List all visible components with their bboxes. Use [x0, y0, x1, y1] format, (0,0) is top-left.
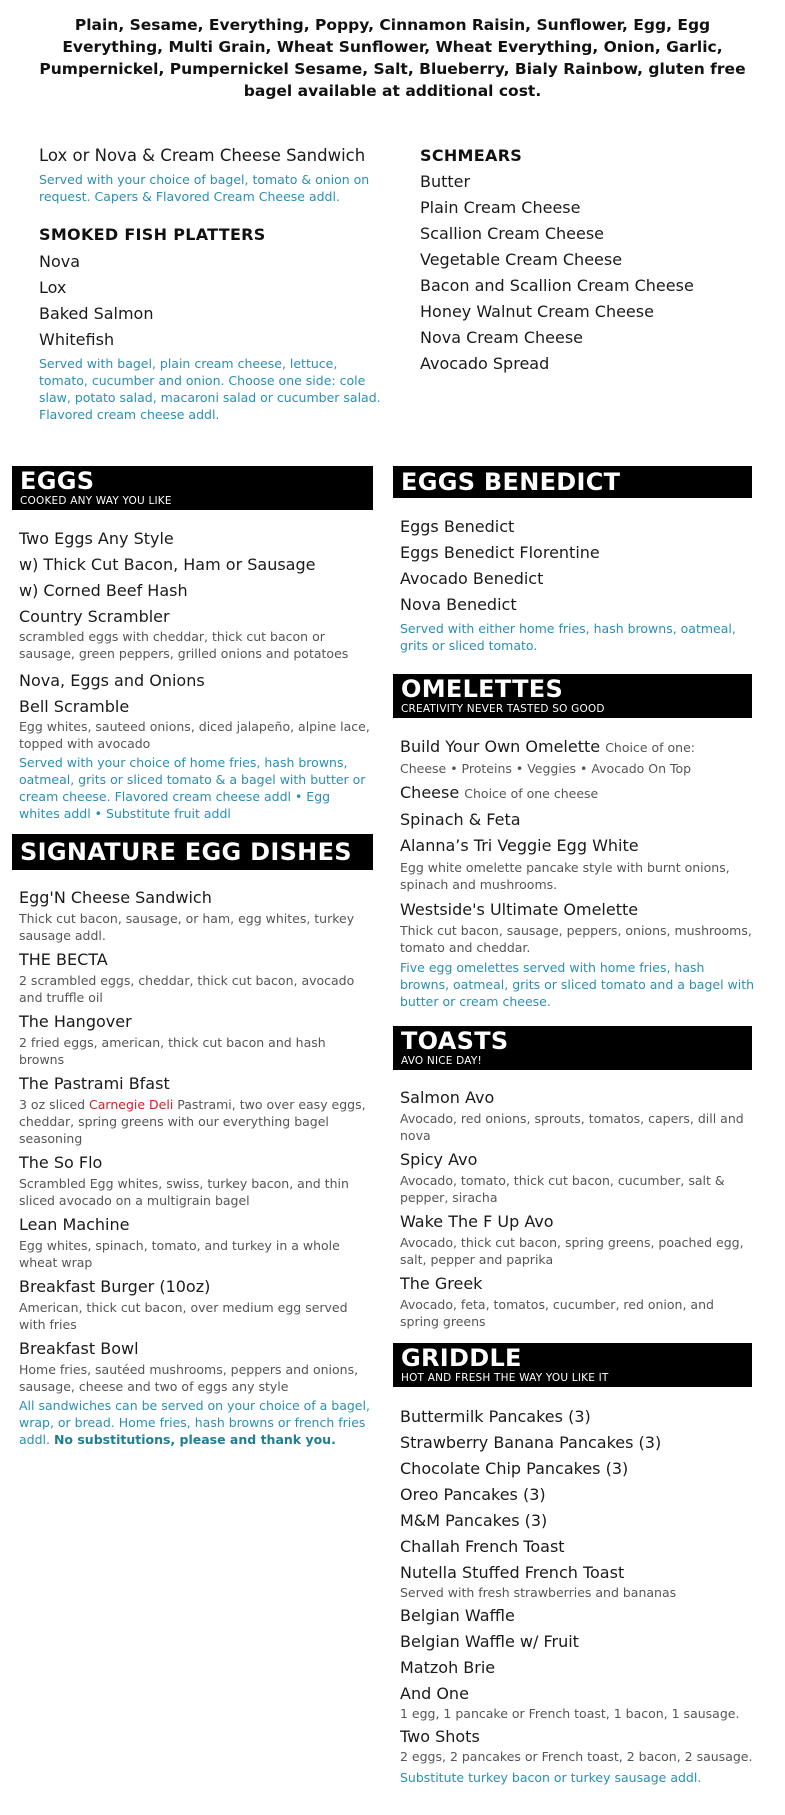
pastrami-desc-post: Pastrami, two over easy eggs, cheddar, spring greens with our everything bagel seasoning [19, 1097, 366, 1146]
schmear-item: Butter [420, 172, 471, 191]
schmear-item: Nova Cream Cheese [420, 328, 584, 347]
signature-item: Breakfast Bowl [19, 1339, 139, 1358]
toast-item: Spicy Avo [400, 1150, 478, 1169]
signature-note-bold: No substitutions, please and thank you. [53, 1432, 336, 1447]
omelette-item-desc: Egg white omelette pancake style with burnt onions, spinach and mushrooms. [400, 860, 730, 892]
toast-item-desc: Avocado, feta, tomatos, cucumber, red onion, and spring greens [400, 1297, 714, 1329]
signature-section [19, 888, 374, 1448]
omelettes-subtitle: CREATIVITY NEVER TASTED SO GOOD [401, 703, 605, 715]
signature-item: The Pastrami Bfast [19, 1074, 170, 1093]
smoked-fish-list [39, 249, 389, 353]
griddle-item-desc: 2 eggs, 2 pancakes or French toast, 2 bacon, 2 sausage. [400, 1749, 753, 1764]
benedict-title: EGGS BENEDICT [401, 468, 621, 496]
toast-item: Salmon Avo [400, 1088, 495, 1107]
omelette-item: Spinach & Feta [400, 810, 521, 829]
eggs-item: Bell Scramble [19, 697, 130, 716]
griddle-item: Matzoh Brie [400, 1658, 496, 1677]
signature-item: The Hangover [19, 1012, 132, 1031]
benedict-banner [393, 466, 752, 498]
omelettes-title: OMELETTES [401, 675, 564, 703]
smoked-fish-heading: SMOKED FISH PLATTERS [39, 225, 266, 244]
toast-item-desc: Avocado, thick cut bacon, spring greens, poached egg, salt, pepper and paprika [400, 1235, 744, 1267]
griddle-item: Belgian Waffle w/ Fruit [400, 1632, 579, 1651]
benedict-item: Eggs Benedict Florentine [400, 543, 600, 562]
griddle-banner [393, 1343, 752, 1387]
pastrami-desc-pre: 3 oz sliced [19, 1097, 90, 1112]
smoked-fish-item: Whitefish [39, 330, 115, 349]
benedict-item: Avocado Benedict [400, 569, 544, 588]
toast-item: Wake The F Up Avo [400, 1212, 554, 1231]
schmear-item: Plain Cream Cheese [420, 198, 581, 217]
build-omelette-item [400, 736, 755, 759]
eggs-item-desc: scrambled eggs with cheddar, thick cut bacon or sausage, green peppers, grilled onions and potatoes [19, 629, 349, 661]
toasts-section [400, 1088, 755, 1336]
signature-note-text: All sandwiches can be served on your choice of a bagel, wrap, or bread. Home fries, hash browns or french fries addl. [19, 1398, 370, 1447]
griddle-item-desc: Served with fresh strawberries and bananas [400, 1585, 677, 1600]
toasts-banner [393, 1026, 752, 1070]
signature-item: Breakfast Burger (10oz) [19, 1277, 211, 1296]
eggs-banner [12, 466, 373, 510]
signature-item-desc: 2 fried eggs, american, thick cut bacon and hash browns [19, 1035, 326, 1067]
pastrami-desc [19, 1096, 374, 1147]
smoked-fish-item: Nova [39, 252, 81, 271]
benedict-item: Eggs Benedict [400, 517, 515, 536]
omelette-item: Westside's Ultimate Omelette [400, 900, 639, 919]
eggs-section [19, 526, 374, 822]
griddle-item: Nutella Stuffed French Toast [400, 1563, 625, 1582]
signature-item-desc: Thick cut bacon, sausage, or ham, egg whites, turkey sausage addl. [19, 911, 355, 943]
griddle-item: And One [400, 1684, 469, 1703]
schmear-item: Vegetable Cream Cheese [420, 250, 623, 269]
lox-smoked-section [39, 146, 389, 423]
eggs-item: Two Eggs Any Style [19, 529, 174, 548]
signature-banner [12, 834, 373, 870]
build-omelette-options: Cheese • Proteins • Veggies • Avocado On Top [400, 761, 692, 776]
bagel-varieties-text: Plain, Sesame, Everything, Poppy, Cinnamon Raisin, Sunflower, Egg, Egg Everything, Multi Grain, Wheat Sunflower, Wheat Everything, Onion, Garlic, Pumpernickel, Pumpernickel Sesame, Salt, Blueberry, Bialy Rainbow, gluten free bagel available at additional cost. [39, 16, 746, 100]
smoked-fish-item: Baked Salmon [39, 304, 154, 323]
signature-item: THE BECTA [19, 950, 108, 969]
carnegie-deli-text: Carnegie Deli [89, 1097, 174, 1112]
griddle-item: Strawberry Banana Pancakes (3) [400, 1433, 662, 1452]
benedict-section [400, 514, 755, 654]
eggs-item-desc: Egg whites, sauteed onions, diced jalapeño, alpine lace, topped with avocado [19, 719, 370, 751]
eggs-item: w) Thick Cut Bacon, Ham or Sausage [19, 555, 316, 574]
toasts-title: TOASTS [401, 1027, 509, 1055]
signature-item-desc: Home fries, sautéed mushrooms, peppers and onions, sausage, cheese and two of eggs any style [19, 1362, 359, 1394]
benedict-note: Served with either home fries, hash browns, oatmeal, grits or sliced tomato. [400, 621, 736, 653]
signature-title: SIGNATURE EGG DISHES [20, 838, 352, 866]
signature-item: Egg'N Cheese Sandwich [19, 888, 212, 907]
griddle-item: M&M Pancakes (3) [400, 1511, 548, 1530]
eggs-title: EGGS [20, 467, 95, 495]
schmear-item: Honey Walnut Cream Cheese [420, 302, 654, 321]
signature-item-desc: 2 scrambled eggs, cheddar, thick cut bacon, avocado and truffle oil [19, 973, 355, 1005]
build-omelette-choice: Choice of one: [605, 740, 696, 755]
signature-item: Lean Machine [19, 1215, 130, 1234]
griddle-item: Oreo Pancakes (3) [400, 1485, 546, 1504]
eggs-item: Nova, Eggs and Onions [19, 671, 205, 690]
cheese-omelette-choice: Choice of one cheese [464, 786, 599, 801]
lox-note: Served with your choice of bagel, tomato & onion on request. Capers & Flavored Cream Cheese addl. [39, 172, 370, 204]
eggs-item: Country Scrambler [19, 607, 170, 626]
toast-item-desc: Avocado, tomato, thick cut bacon, cucumber, salt & pepper, siracha [400, 1173, 725, 1205]
schmears-list [420, 169, 750, 377]
omelettes-note: Five egg omelettes served with home fries, hash browns, oatmeal, grits or sliced tomato and a bagel with butter or cream cheese. [400, 960, 755, 1009]
signature-note [19, 1397, 374, 1448]
griddle-subtitle: HOT AND FRESH THE WAY YOU LIKE IT [401, 1372, 609, 1384]
schmear-item: Scallion Cream Cheese [420, 224, 605, 243]
griddle-item: Buttermilk Pancakes (3) [400, 1407, 591, 1426]
omelettes-section [400, 736, 755, 1010]
schmears-heading: SCHMEARS [420, 146, 523, 165]
griddle-item: Belgian Waffle [400, 1606, 515, 1625]
schmear-item: Bacon and Scallion Cream Cheese [420, 276, 694, 295]
griddle-note: Substitute turkey bacon or turkey sausage addl. [400, 1770, 702, 1785]
schmear-item: Avocado Spread [420, 354, 550, 373]
griddle-section [400, 1404, 755, 1786]
griddle-item: Challah French Toast [400, 1537, 565, 1556]
signature-item-desc: Egg whites, spinach, tomato, and turkey in a whole wheat wrap [19, 1238, 340, 1270]
eggs-subtitle: COOKED ANY WAY YOU LIKE [20, 495, 172, 507]
smoked-fish-item: Lox [39, 278, 67, 297]
smoked-fish-note: Served with bagel, plain cream cheese, lettuce, tomato, cucumber and onion. Choose one side: cole slaw, potato salad, macaroni salad or cucumber salad. Flavored cream cheese addl. [39, 356, 381, 422]
omelette-item: Alanna’s Tri Veggie Egg White [400, 836, 639, 855]
griddle-item-desc: 1 egg, 1 pancake or French toast, 1 bacon, 1 sausage. [400, 1706, 740, 1721]
eggs-note: Served with your choice of home fries, hash browns, oatmeal, grits or sliced tomato & a bagel with butter or cream cheese. Flavored cream cheese addl • Egg whites addl • Substitute fruit addl [19, 755, 366, 821]
cheese-omelette-item [400, 780, 755, 807]
toast-item-desc: Avocado, red onions, sprouts, tomatos, capers, dill and nova [400, 1111, 744, 1143]
build-omelette-name: Build Your Own Omelette [400, 737, 601, 756]
griddle-item: Two Shots [400, 1727, 480, 1746]
toasts-subtitle: AVO NICE DAY! [401, 1055, 482, 1067]
benedict-item: Nova Benedict [400, 595, 517, 614]
signature-item: The So Flo [19, 1153, 103, 1172]
griddle-item: Chocolate Chip Pancakes (3) [400, 1459, 629, 1478]
omelette-item-desc: Thick cut bacon, sausage, peppers, onions, mushrooms, tomato and cheddar. [400, 923, 752, 955]
schmears-section [420, 146, 750, 377]
griddle-title: GRIDDLE [401, 1344, 522, 1372]
signature-item-desc: American, thick cut bacon, over medium egg served with fries [19, 1300, 348, 1332]
signature-item-desc: Scrambled Egg whites, swiss, turkey bacon, and thin sliced avocado on a multigrain bagel [19, 1176, 349, 1208]
omelettes-banner [393, 674, 752, 718]
cheese-omelette-name: Cheese [400, 783, 460, 802]
toast-item: The Greek [400, 1274, 483, 1293]
eggs-item: w) Corned Beef Hash [19, 581, 188, 600]
lox-sandwich-item: Lox or Nova & Cream Cheese Sandwich [39, 146, 366, 165]
